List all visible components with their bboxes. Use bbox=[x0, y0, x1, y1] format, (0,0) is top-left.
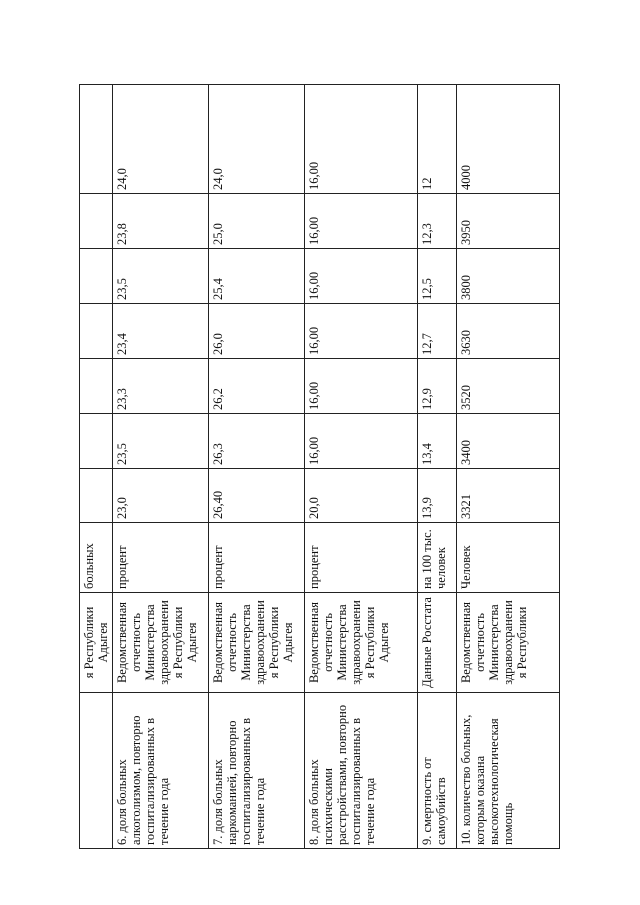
value-cell: 23,4 bbox=[113, 304, 209, 359]
value-cell: 24,0 bbox=[113, 85, 209, 194]
value-cell: 26,3 bbox=[209, 414, 305, 469]
value-cell bbox=[80, 85, 113, 194]
value-cell: 16,00 bbox=[305, 85, 418, 194]
value-cell: 13,4 bbox=[418, 414, 457, 469]
unit-cell: процент bbox=[209, 523, 305, 593]
indicators-table bbox=[79, 84, 560, 849]
table-row bbox=[418, 85, 457, 849]
table-row bbox=[457, 85, 560, 849]
unit-cell: процент bbox=[113, 523, 209, 593]
value-cell: 13,9 bbox=[418, 469, 457, 523]
table-row bbox=[113, 85, 209, 849]
unit-cell: Человек bbox=[457, 523, 560, 593]
value-cell: 23,5 bbox=[113, 414, 209, 469]
value-cell: 3400 bbox=[457, 414, 560, 469]
value-cell: 24,0 bbox=[209, 85, 305, 194]
value-cell: 16,00 bbox=[305, 194, 418, 249]
value-cell: 12,3 bbox=[418, 194, 457, 249]
table-row bbox=[80, 85, 113, 849]
table-row bbox=[209, 85, 305, 849]
value-cell bbox=[80, 304, 113, 359]
unit-cell: больных bbox=[80, 523, 113, 593]
value-cell: 23,0 bbox=[113, 469, 209, 523]
value-cell: 23,5 bbox=[113, 249, 209, 304]
indicator-cell: 6. доля больных алкоголизмом, повторно госпитализированных в течение года bbox=[113, 693, 209, 849]
indicator-cell: 7. доля больных наркоманией, повторно госпитализированных в течение года bbox=[209, 693, 305, 849]
value-cell bbox=[80, 194, 113, 249]
value-cell: 26,40 bbox=[209, 469, 305, 523]
value-cell: 12,5 bbox=[418, 249, 457, 304]
value-cell: 16,00 bbox=[305, 304, 418, 359]
value-cell: 20,0 bbox=[305, 469, 418, 523]
value-cell: 3520 bbox=[457, 359, 560, 414]
indicator-cell: 10. количество больных, которым оказана высокотехнологическая помощь bbox=[457, 693, 560, 849]
value-cell: 16,00 bbox=[305, 359, 418, 414]
value-cell bbox=[80, 249, 113, 304]
value-cell bbox=[80, 359, 113, 414]
value-cell: 25,0 bbox=[209, 194, 305, 249]
value-cell bbox=[80, 414, 113, 469]
value-cell: 3950 bbox=[457, 194, 560, 249]
source-cell: Ведомственная отчетность Министерства здравоохранени я Республики Адыгея bbox=[305, 593, 418, 693]
unit-cell: процент bbox=[305, 523, 418, 593]
source-cell: Ведомственная отчетность Министерства здравоохранени я Республики Адыгея bbox=[209, 593, 305, 693]
value-cell: 16,00 bbox=[305, 249, 418, 304]
value-cell: 4000 bbox=[457, 85, 560, 194]
value-cell: 25,4 bbox=[209, 249, 305, 304]
source-cell: Ведомственная отчетность Министерства здравоохранени я Республики Адыгея bbox=[113, 593, 209, 693]
indicator-cell bbox=[80, 693, 113, 849]
table-row bbox=[305, 85, 418, 849]
unit-cell: на 100 тыс. человек bbox=[418, 523, 457, 593]
value-cell: 23,8 bbox=[113, 194, 209, 249]
value-cell: 3800 bbox=[457, 249, 560, 304]
indicator-cell: 8. доля больных психическими расстройствами, повторно госпитализированных в течение года bbox=[305, 693, 418, 849]
value-cell bbox=[80, 469, 113, 523]
value-cell: 12,9 bbox=[418, 359, 457, 414]
value-cell: 23,3 bbox=[113, 359, 209, 414]
source-cell: я Республики Адыгея bbox=[80, 593, 113, 693]
indicator-cell: 9. смертность от самоубийств bbox=[418, 693, 457, 849]
value-cell: 26,0 bbox=[209, 304, 305, 359]
value-cell: 3321 bbox=[457, 469, 560, 523]
value-cell: 12 bbox=[418, 85, 457, 194]
table-body bbox=[80, 85, 560, 849]
value-cell: 16,00 bbox=[305, 414, 418, 469]
value-cell: 3630 bbox=[457, 304, 560, 359]
source-cell: Данные Росстата bbox=[418, 593, 457, 693]
rotated-page bbox=[79, 85, 565, 849]
value-cell: 12,7 bbox=[418, 304, 457, 359]
value-cell: 26,2 bbox=[209, 359, 305, 414]
source-cell: Ведомственная отчетность Министерства здравоохранени я Республики bbox=[457, 593, 560, 693]
